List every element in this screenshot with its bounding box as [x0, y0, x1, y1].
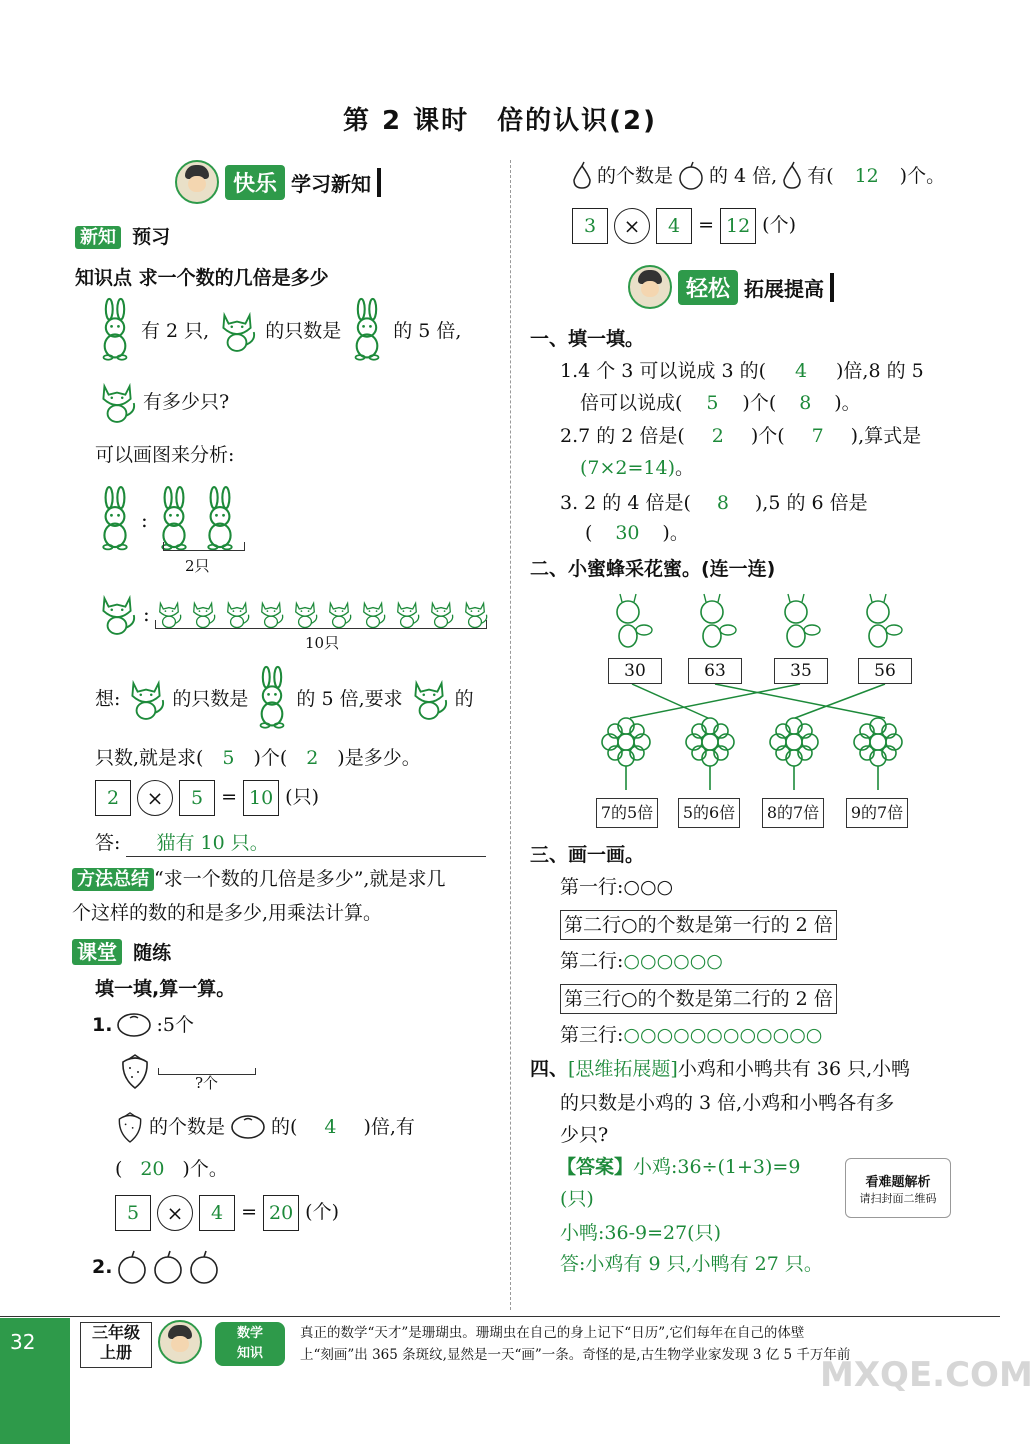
p1-text: 倍可以说成( — [580, 392, 683, 414]
eq-unit: (个) — [305, 1201, 339, 1223]
eq-sign: = — [698, 214, 715, 236]
p1-text: ),5 的 6 倍是 — [754, 492, 868, 514]
answer-value: 2 — [711, 425, 724, 447]
bee-icon — [785, 594, 820, 647]
rabbit-diagram: : — [95, 488, 240, 552]
flower-icon — [686, 718, 734, 790]
avatar-icon — [158, 1320, 202, 1364]
p1-text: 。 — [675, 457, 695, 479]
avatar-icon — [628, 265, 672, 309]
row-circles: ○○○○○○○○○○○○ — [623, 1024, 823, 1046]
answer-value: 8 — [799, 392, 812, 414]
scan-hint-box — [845, 1158, 951, 1218]
section-header-learn — [175, 160, 381, 204]
think-d: 的 — [454, 688, 474, 710]
problem-text-a: 有 2 只, — [141, 320, 210, 342]
eq-operator: × — [137, 780, 173, 816]
scan-hint-title: 看难题解析 — [865, 1175, 931, 1190]
row-circles: ○○○○○○ — [623, 950, 723, 972]
class-header — [72, 936, 171, 965]
answer-label: 答: — [95, 832, 121, 854]
answer-3: 答:小鸡有 9 只,小鸭有 27 只。 — [560, 1253, 823, 1275]
q1-s5: )个。 — [182, 1158, 228, 1180]
answer-value: 12 — [854, 165, 879, 187]
draw-row-2 — [560, 948, 723, 974]
part4-line1 — [530, 1056, 910, 1082]
q1-s3: )倍,有 — [363, 1116, 415, 1138]
section-tag: 快乐 — [225, 165, 285, 200]
problem-text-b: 的只数是 — [265, 320, 342, 342]
flower-icon — [854, 718, 902, 790]
problem-line-2 — [95, 380, 229, 424]
xinzhi-tag: 新知 — [75, 226, 121, 249]
bee-number: 35 — [774, 658, 828, 684]
apple-icons — [116, 1250, 220, 1284]
eq-result: 20 — [263, 1195, 299, 1231]
matching-lines — [600, 592, 920, 832]
footer-text-1: 真正的数学“天才”是珊瑚虫。珊瑚虫在自己的身上记下“日历”,它们每年在自己的体壁 — [300, 1325, 805, 1341]
pear-icon — [780, 162, 804, 190]
cat-icon — [95, 380, 139, 424]
rule-3-box: 第三行○的个数是第二行的 2 倍 — [560, 984, 837, 1014]
cat-icon — [95, 592, 139, 636]
rabbit-icon — [95, 488, 135, 552]
cat-diagram: : — [95, 592, 490, 636]
analyze-text: 可以画图来分析: — [95, 444, 235, 466]
page-number: 32 — [10, 1330, 36, 1354]
rabbit-icon — [252, 668, 292, 730]
apple-icon — [676, 162, 706, 190]
class-label: 随练 — [133, 942, 172, 964]
eq-box: 4 — [656, 208, 692, 244]
method-tag: 方法总结 — [72, 868, 154, 891]
p1-text: )个( — [750, 425, 785, 447]
q1-bottom-label: ?个 — [195, 1074, 219, 1092]
answer-2: 小鸭:36-9=27(只) — [560, 1222, 722, 1244]
problem-text-c: 的 5 倍, — [393, 320, 462, 342]
rule-3 — [560, 984, 837, 1014]
page-title: 第 2 课时 倍的认识(2) — [342, 106, 658, 136]
cat-icon — [407, 677, 451, 721]
think-e3: )是多少。 — [337, 747, 421, 769]
bee-number: 30 — [608, 658, 662, 684]
fill-instruction: 填一填,算一算。 — [95, 978, 236, 1000]
grade-box — [80, 1322, 152, 1368]
bee-icon — [617, 594, 652, 647]
rule-2-box: 第二行○的个数是第一行的 2 倍 — [560, 910, 837, 940]
eq-result: 12 — [720, 208, 756, 244]
bee-number: 56 — [858, 658, 912, 684]
method-text: “求一个数的几倍是多少”,就是求几 — [154, 868, 446, 890]
q2-sentence — [570, 162, 945, 190]
xinzhi-header — [75, 222, 170, 249]
answer-value: 30 — [615, 522, 640, 544]
problem-text-d: 有多少只? — [143, 391, 230, 413]
p1-q3-line1 — [560, 490, 868, 516]
label-2: 2只 — [185, 557, 210, 575]
p1-q3-line2 — [585, 520, 689, 546]
rabbit-icon — [95, 300, 135, 362]
answer-value: 4 — [794, 360, 808, 382]
q2-s4: )个。 — [899, 165, 946, 187]
method-text-2: 个这样的数的和是多少,用乘法计算。 — [72, 902, 383, 924]
answer-line — [95, 830, 495, 857]
part1-heading: 一、填一填。 — [530, 328, 645, 350]
footer-avatar — [158, 1320, 202, 1364]
volume-text: 上册 — [99, 1343, 132, 1362]
p1-q2-line2 — [580, 455, 694, 481]
q1-top-label: :5个 — [156, 1014, 194, 1036]
think-line-2 — [95, 745, 421, 771]
answer-value: 8 — [716, 492, 729, 514]
row-label: 第二行: — [560, 950, 624, 972]
p1-text: )个( — [742, 392, 777, 414]
q1-s4: ( — [115, 1158, 123, 1180]
part4-text-2: 的只数是小鸡的 3 倍,小鸡和小鸭各有多 — [560, 1092, 895, 1114]
bracket-10 — [155, 620, 487, 629]
flower-icon — [602, 718, 650, 790]
eq-sign: = — [241, 1201, 258, 1223]
eq-box: 2 — [95, 780, 131, 816]
answer-value: (7×2=14) — [580, 457, 676, 479]
part4-text-3: 少只? — [560, 1124, 609, 1146]
footer-line — [0, 1316, 1000, 1317]
part4-text: 小鸡和小鸭共有 36 只,小鸭 — [677, 1058, 911, 1080]
flower-label: 8的7倍 — [762, 798, 824, 828]
p1-text: )倍,8 的 5 — [836, 360, 924, 382]
eq-operator: × — [614, 208, 650, 244]
rabbit-icon — [347, 300, 387, 362]
eq-result: 10 — [243, 780, 279, 816]
q1-s2: 的( — [271, 1116, 298, 1138]
answer-text: 猫有 10 只。 — [126, 830, 486, 857]
orange-icon — [229, 1114, 267, 1140]
answer-value: 20 — [140, 1158, 165, 1180]
p1-text: 3. 2 的 4 倍是( — [560, 492, 691, 514]
cat-icon — [124, 677, 168, 721]
q2-s3: 有( — [807, 165, 834, 187]
flower-label: 7的5倍 — [596, 798, 658, 828]
think-e1: 只数,就是求( — [95, 747, 204, 769]
answer-value: 5 — [222, 747, 235, 769]
class-tag: 课堂 — [72, 939, 122, 965]
think-a: 想: — [95, 688, 121, 710]
p1-text: ( — [585, 522, 593, 544]
answer-value: 7 — [811, 425, 824, 447]
equation-2 — [115, 1195, 339, 1231]
orange-icon — [116, 1012, 152, 1038]
bee-icon — [701, 594, 736, 647]
p1-text: 1.4 个 3 可以说成 3 的( — [560, 360, 767, 382]
p1-text: 2.7 的 2 倍是( — [560, 425, 685, 447]
draw-row-1: 第一行:○○○ — [560, 876, 674, 898]
rule-2 — [560, 910, 837, 940]
draw-row-3 — [560, 1022, 822, 1048]
strawberry-icon — [115, 1110, 145, 1144]
label-10: 10只 — [305, 634, 340, 652]
avatar-icon — [175, 160, 219, 204]
part2-heading: 二、小蜜蜂采花蜜。(连一连) — [530, 558, 776, 580]
eq-box: 4 — [199, 1195, 235, 1231]
cat-icon — [215, 309, 259, 353]
q2-line — [92, 1250, 220, 1284]
equation-3 — [572, 208, 796, 244]
flower-label: 9的7倍 — [846, 798, 908, 828]
eq-box: 5 — [115, 1195, 151, 1231]
section-title: 拓展提高 — [744, 273, 834, 302]
logo-text-1: 数学 — [236, 1326, 263, 1341]
flower-label: 5的6倍 — [678, 798, 740, 828]
grade-text: 三年级 — [91, 1323, 140, 1342]
bee-number: 63 — [688, 658, 742, 684]
p1-q1-line2 — [580, 390, 861, 416]
footer-logo — [215, 1322, 285, 1366]
section-header-extend — [628, 265, 834, 309]
strawberry-icon — [118, 1052, 152, 1090]
logo-text-2: 知识 — [236, 1346, 263, 1361]
footer-text-2: 上“刻画”出 365 条斑纹,显然是一天“画”一条。奇怪的是,古生物学业家发现 3 亿 5 千万年前 — [300, 1347, 851, 1363]
eq-box: 3 — [572, 208, 608, 244]
answer-value: 4 — [324, 1116, 337, 1138]
think-line — [95, 668, 474, 730]
section-tag: 轻松 — [678, 270, 738, 305]
part4-tag: [思维拓展题] — [568, 1058, 678, 1080]
method-summary — [72, 866, 445, 893]
think-b: 的只数是 — [172, 688, 249, 710]
q1-s1: 的个数是 — [149, 1116, 226, 1138]
eq-unit: (只) — [285, 786, 319, 808]
watermark: MXQE.COM — [820, 1355, 1033, 1395]
p1-text: ),算式是 — [850, 425, 922, 447]
q2-s2: 的 4 倍, — [709, 165, 778, 187]
think-e2: )个( — [253, 747, 288, 769]
pear-icon — [570, 162, 594, 190]
eq-box: 5 — [179, 780, 215, 816]
eq-operator: × — [157, 1195, 193, 1231]
q1-top — [92, 1012, 194, 1038]
row-label: 第三行: — [560, 1024, 624, 1046]
answer-label: 【答案】 — [557, 1156, 634, 1178]
q1-sentence-2 — [115, 1156, 228, 1182]
p1-text: )。 — [662, 522, 689, 544]
think-c: 的 5 倍,要求 — [296, 688, 403, 710]
answer-value: 5 — [706, 392, 719, 414]
equation-1 — [95, 780, 319, 816]
eq-unit: (个) — [762, 214, 796, 236]
p1-q1-line1 — [560, 358, 924, 384]
flower-icon — [770, 718, 818, 790]
column-divider — [510, 160, 511, 1310]
q1-strawberry-diagram — [118, 1052, 256, 1090]
answer-1 — [557, 1154, 800, 1180]
q1-number: 1. — [92, 1014, 113, 1036]
answer-text: 小鸡:36÷(1+3)=9 — [633, 1156, 801, 1178]
bracket-2 — [163, 542, 245, 551]
bee-flower-matching — [600, 592, 920, 832]
q2-s1: 的个数是 — [597, 165, 674, 187]
answer-value: 2 — [306, 747, 319, 769]
xinzhi-label: 预习 — [132, 226, 171, 248]
part4-number: 四、 — [530, 1058, 569, 1080]
bee-icon — [867, 594, 902, 647]
p1-q2-line1 — [560, 423, 921, 449]
scan-hint-text: 请扫封面二维码 — [859, 1192, 937, 1205]
eq-sign: = — [221, 786, 238, 808]
section-title: 学习新知 — [291, 168, 381, 197]
problem-line-1 — [95, 300, 461, 362]
q2-number: 2. — [92, 1256, 113, 1278]
answer-unit: (只) — [560, 1188, 594, 1210]
knowledge-point: 知识点 求一个数的几倍是多少 — [75, 267, 329, 289]
p1-text: )。 — [834, 392, 861, 414]
part3-heading: 三、画一画。 — [530, 844, 645, 866]
q1-sentence — [115, 1110, 415, 1144]
